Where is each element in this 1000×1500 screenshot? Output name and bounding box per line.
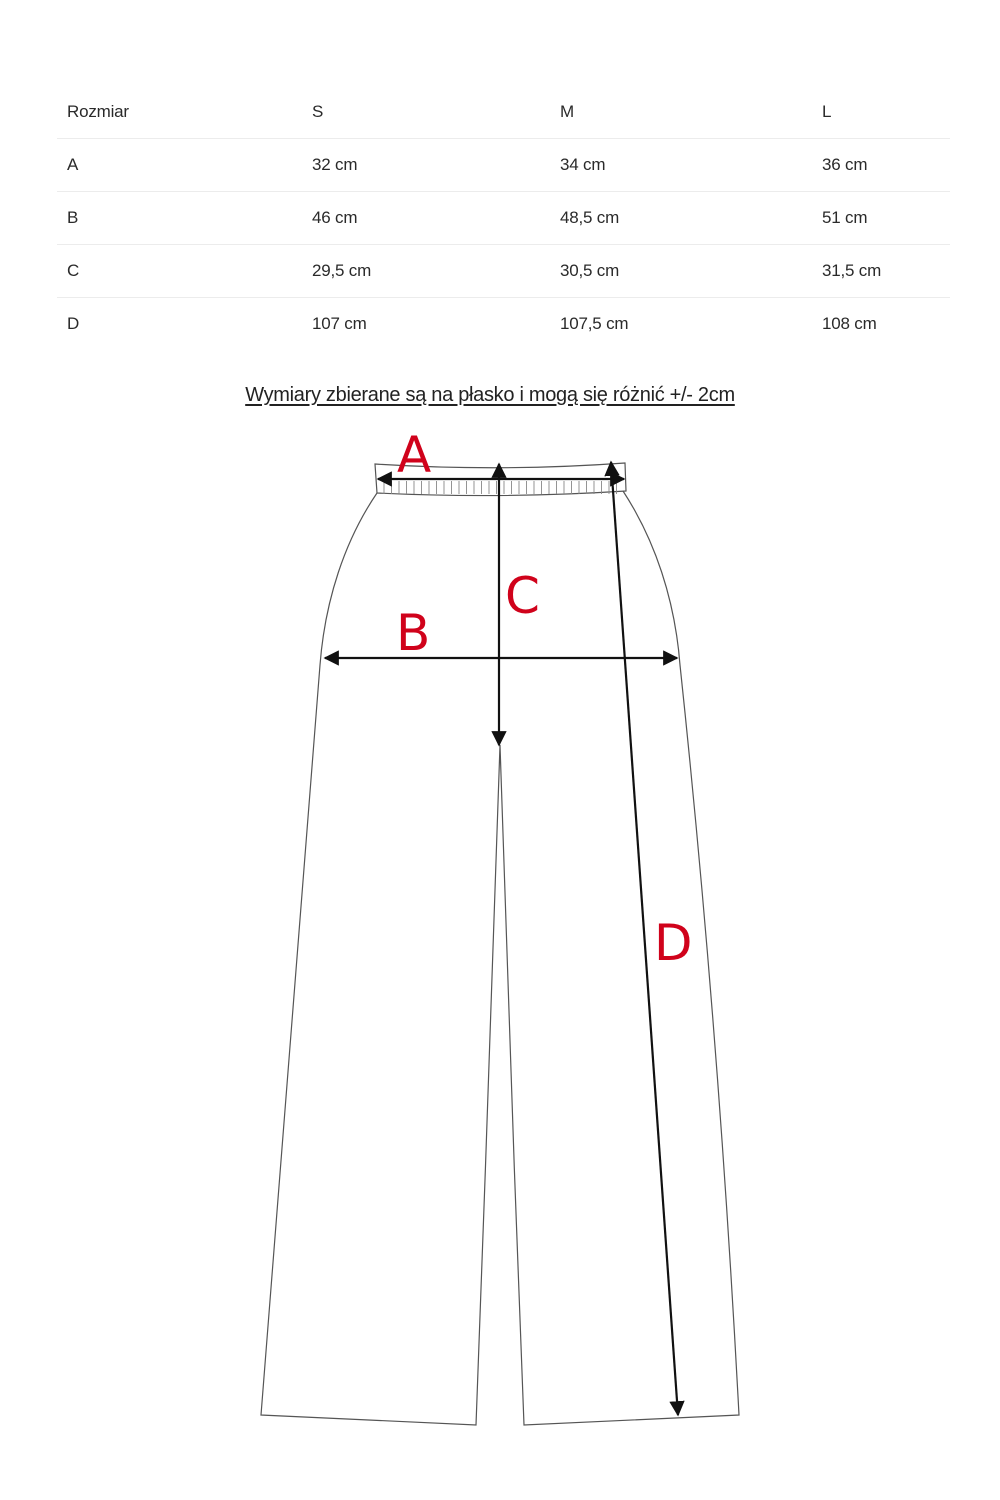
cell-m: 107,5 cm bbox=[550, 298, 812, 351]
cell-l: 51 cm bbox=[812, 192, 950, 245]
row-label: D bbox=[57, 298, 302, 351]
cell-m: 48,5 cm bbox=[550, 192, 812, 245]
cell-s: 32 cm bbox=[312, 155, 358, 174]
header-m: M bbox=[550, 86, 812, 139]
cell-s: 29,5 cm bbox=[302, 245, 550, 298]
header-s: S bbox=[302, 86, 550, 139]
cell-s: 46 cm bbox=[302, 192, 550, 245]
label-c: C bbox=[505, 567, 540, 625]
measurement-note: Wymiary zbierane są na płasko i mogą się różnić +/- 2cm bbox=[245, 384, 735, 406]
row-label: A bbox=[67, 155, 79, 174]
cell-l: 31,5 cm bbox=[812, 245, 950, 298]
row-label: C bbox=[57, 245, 302, 298]
header-size: Rozmiar bbox=[57, 86, 302, 139]
label-d: D bbox=[654, 914, 693, 972]
cell-l: 36 cm bbox=[822, 155, 868, 174]
cell-m: 34 cm bbox=[560, 155, 606, 174]
label-a: A bbox=[397, 426, 432, 484]
header-l: L bbox=[812, 86, 950, 139]
cell-l: 108 cm bbox=[812, 298, 950, 351]
cell-m: 30,5 cm bbox=[550, 245, 812, 298]
label-b: B bbox=[396, 604, 431, 662]
cell-s: 107 cm bbox=[302, 298, 550, 351]
row-label: B bbox=[57, 192, 302, 245]
